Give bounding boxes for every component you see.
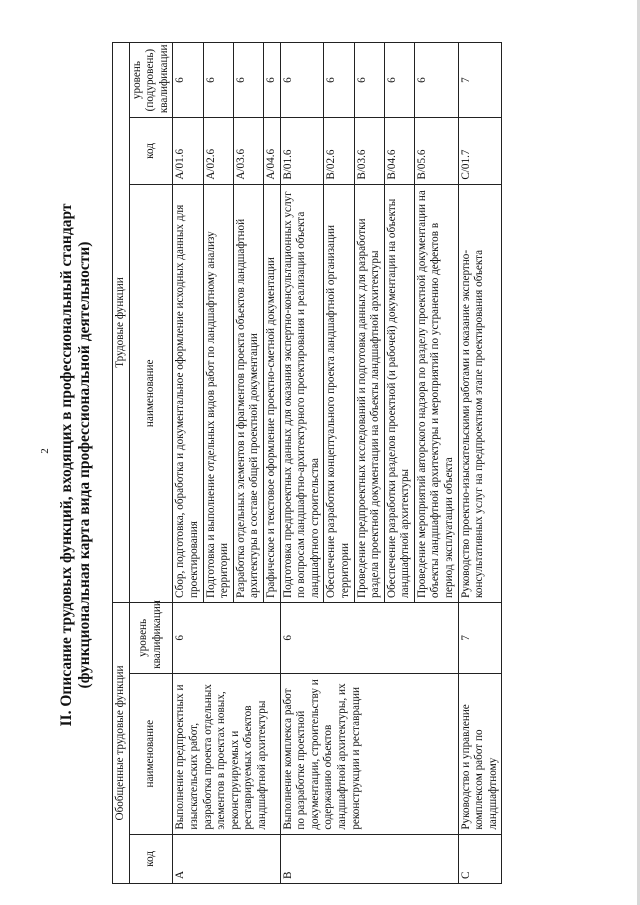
function-name: Графическое и текстовое оформление проектно-сметной документации	[263, 184, 280, 602]
header-level: уровень квалификации	[129, 602, 173, 673]
function-level: 7	[458, 43, 502, 118]
title-line-1: II. Описание трудовых функций, входящих в профессиональный стандарт	[58, 203, 75, 727]
function-name: Подготовка и выполнение отдельных видов работ по ландшафтному анализу территории	[203, 184, 233, 602]
table-row	[458, 43, 502, 884]
header-code: код	[129, 834, 173, 883]
table-row	[173, 43, 203, 884]
function-code: C/01.7	[458, 118, 502, 185]
rotated-page	[0, 40, 640, 890]
function-level: 6	[324, 43, 354, 118]
function-name: Обеспечение разработки разделов проектной (и рабочей) документации на объекты ландшафтной архитектуры	[384, 184, 414, 602]
function-code: B/01.6	[280, 118, 324, 185]
header-generalized: Обобщенные трудовые функции	[113, 602, 130, 883]
functions-table	[112, 42, 502, 884]
function-level: 6	[203, 43, 233, 118]
table-row	[280, 43, 324, 884]
group-level: 6	[173, 602, 280, 673]
function-level: 6	[263, 43, 280, 118]
group-level: 7	[458, 602, 502, 673]
group-name: Руководство и управление комплексом работ по ландшафтному	[458, 673, 502, 834]
group-level: 6	[280, 602, 458, 673]
function-level: 6	[414, 43, 458, 118]
function-level: 6	[354, 43, 384, 118]
header-name: наименование	[129, 673, 173, 834]
group-name: Выполнение комплекса работ по разработке проектной документации, строительству и содержанию объектов ландшафтной архитектуры, их реконструкции и реставрации	[280, 673, 458, 834]
function-name: Сбор, подготовка, обработка и документальное оформление исходных данных для проектирования	[173, 184, 203, 602]
header-sublevel: уровень (подуровень) квалификации	[129, 43, 173, 118]
function-code: B/05.6	[414, 118, 458, 185]
group-code: C	[458, 834, 502, 883]
header-labor: Трудовые функции	[113, 43, 130, 603]
function-level: 6	[173, 43, 203, 118]
function-level: 6	[384, 43, 414, 118]
function-code: A/02.6	[203, 118, 233, 185]
header-function-name: наименование	[129, 184, 173, 602]
function-code: B/04.6	[384, 118, 414, 185]
function-code: A/03.6	[233, 118, 263, 185]
function-code: B/02.6	[324, 118, 354, 185]
page-number: 2	[39, 448, 51, 454]
group-name: Выполнение предпроектных и изыскательских работ, разработка проекта отдельных элементов в проектах новых, реконструируемых и реставрируемых объектов ландшафтной архитектуры	[173, 673, 280, 834]
table-body	[173, 43, 502, 884]
function-name: Подготовка предпроектных данных для оказания экспертно-консультационных услуг по вопросам ландшафтно-архитектурного проектирования и реализации объекта ландшафтного строительства	[280, 184, 324, 602]
function-name: Проведение мероприятий авторского надзора по разделу проектной документации на объекты ландшафтной архитектуры и мероприятий по устранению дефектов в период эксплуатации объекта	[414, 184, 458, 602]
title-line-2: (функциональная карта вида профессиональной деятельности)	[76, 241, 93, 689]
page-title	[58, 40, 94, 890]
function-name: Руководство проектно-изыскательскими работами и оказание экспертно-консультативных услуг на предпроектном этапе проектирования объекта	[458, 184, 502, 602]
function-name: Проведение предпроектных исследований и подготовка данных для разработки раздела проектной документации на объекты ландшафтной архитектуры	[354, 184, 384, 602]
group-code: B	[280, 834, 458, 883]
function-code: A/01.6	[173, 118, 203, 185]
function-code: B/03.6	[354, 118, 384, 185]
function-level: 6	[280, 43, 324, 118]
function-code: A/04.6	[263, 118, 280, 185]
group-code: A	[173, 834, 280, 883]
function-name: Обеспечение разработки концептуального проекта ландшафтной организации территории	[324, 184, 354, 602]
function-name: Разработка отдельных элементов и фрагментов проекта объектов ландшафтной архитектуры в составе общей проектной документации	[233, 184, 263, 602]
header-function-code: код	[129, 118, 173, 185]
function-level: 6	[233, 43, 263, 118]
